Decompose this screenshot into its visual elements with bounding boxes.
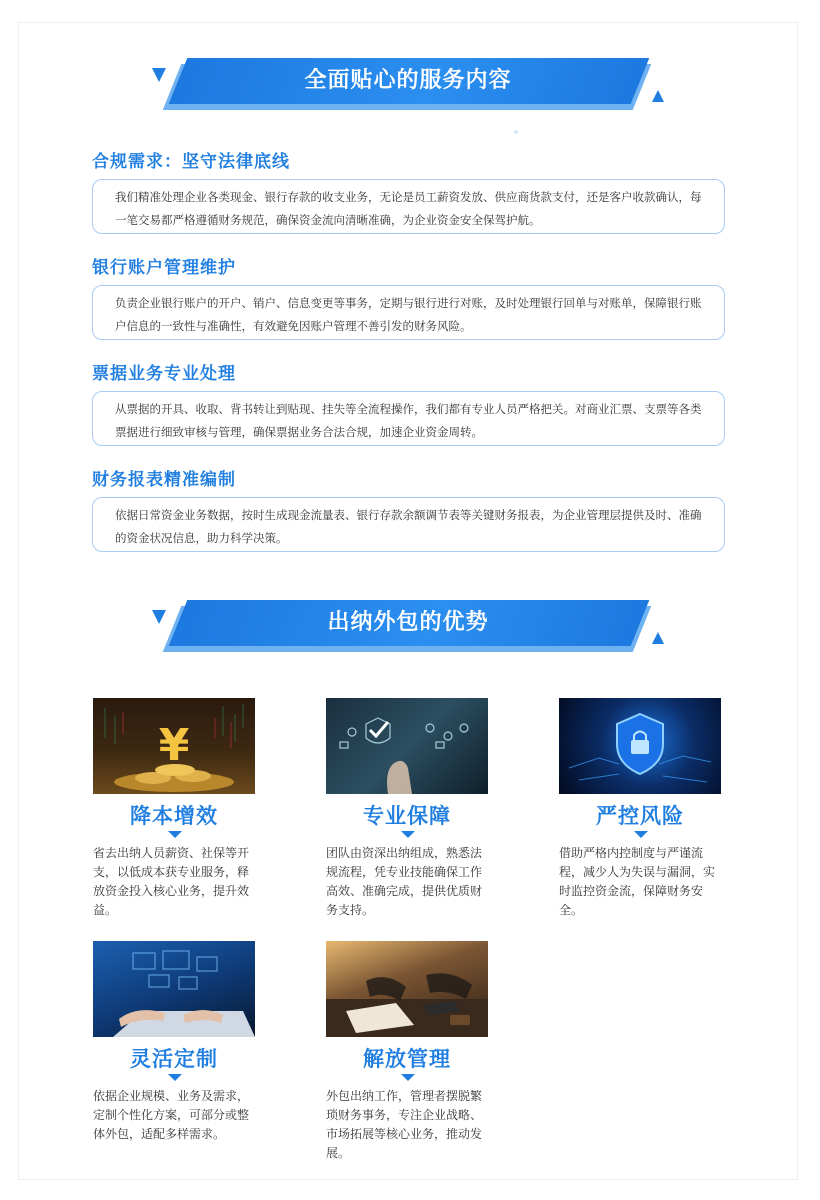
banner-triangle-right — [652, 90, 664, 102]
service-title-reports: 财务报表精准编制 — [92, 470, 236, 490]
advantage-text: 团队由资深出纳组成，熟悉法规流程，凭专业技能确保工作高效、准确完成，提供优质财务支持。 — [326, 846, 483, 917]
service-text-bank-account: 负责企业银行账户的开户、销户、信息变更等事务，定期与银行进行对账，及时处理银行回单与对账单，保障银行账户信息的一致性与准确性，有效避免因账户管理不善引发的财务风险。 — [92, 285, 725, 340]
section-banner-services — [152, 58, 664, 110]
banner-triangle-left — [152, 68, 166, 82]
svg-text:¥: ¥ — [158, 720, 190, 771]
decorative-dot — [514, 130, 518, 134]
advantage-card-flexible — [93, 941, 268, 1144]
advantage-card-management — [326, 941, 501, 1163]
caret-down-icon — [401, 1074, 415, 1081]
advantage-text: 依据企业规模、业务及需求，定制个性化方案，可部分或整体外包，适配多样需求。 — [93, 1089, 250, 1141]
advantage-title: 严控风险 — [596, 804, 684, 828]
advantage-card-professional — [326, 698, 501, 920]
advantage-title: 降本增效 — [130, 804, 218, 828]
service-title-compliance: 合规需求：坚守法律底线 — [92, 152, 290, 172]
banner-triangle-left — [152, 610, 166, 624]
service-text-reports: 依据日常资金业务数据，按时生成现金流量表、银行存款余额调节表等关键财务报表，为企业管理层提供及时、准确的资金状况信息，助力科学决策。 — [92, 497, 725, 552]
advantage-text: 借助严格内控制度与严谨流程，减少人为失误与漏洞，实时监控资金流，保障财务安全。 — [559, 846, 716, 917]
caret-down-icon — [168, 831, 182, 838]
laptop-typing-image — [93, 941, 255, 1037]
caret-down-icon — [168, 1074, 182, 1081]
caret-down-icon — [634, 831, 648, 838]
advantage-card-risk — [559, 698, 734, 920]
business-meeting-image — [326, 941, 488, 1037]
section-banner-advantages — [152, 600, 664, 652]
advantage-text: 外包出纳工作，管理者摆脱繁琐财务事务，专注企业战略、市场拓展等核心业务，推动发展。 — [326, 1089, 483, 1160]
section-title: 全面贴心的服务内容 — [304, 68, 512, 93]
service-title-bills: 票据业务专业处理 — [92, 364, 236, 384]
digital-checkmark-image — [326, 698, 488, 794]
banner-triangle-right — [652, 632, 664, 644]
advantage-text: 省去出纳人员薪资、社保等开支，以低成本获专业服务，释放资金投入核心业务，提升效益。 — [93, 846, 250, 917]
advantage-card-cost — [93, 698, 268, 920]
advantage-title: 灵活定制 — [130, 1047, 218, 1071]
service-title-bank-account: 银行账户管理维护 — [92, 258, 236, 278]
section-title: 出纳外包的优势 — [327, 610, 489, 635]
caret-down-icon — [401, 831, 415, 838]
service-text-compliance: 我们精准处理企业各类现金、银行存款的收支业务，无论是员工薪资发放、供应商货款支付，还是客户收款确认，每一笔交易都严格遵循财务规范，确保资金流向清晰准确，为企业资金安全保驾护航。 — [92, 179, 725, 234]
gold-coins-yuan-image — [93, 698, 255, 794]
service-text-bills: 从票据的开具、收取、背书转让到贴现、挂失等全流程操作，我们都有专业人员严格把关。对商业汇票、支票等各类票据进行细致审核与管理，确保票据业务合法合规，加速企业资金周转。 — [92, 391, 725, 446]
security-shield-image — [559, 698, 721, 794]
advantage-title: 专业保障 — [363, 804, 451, 828]
advantage-title: 解放管理 — [363, 1047, 451, 1071]
